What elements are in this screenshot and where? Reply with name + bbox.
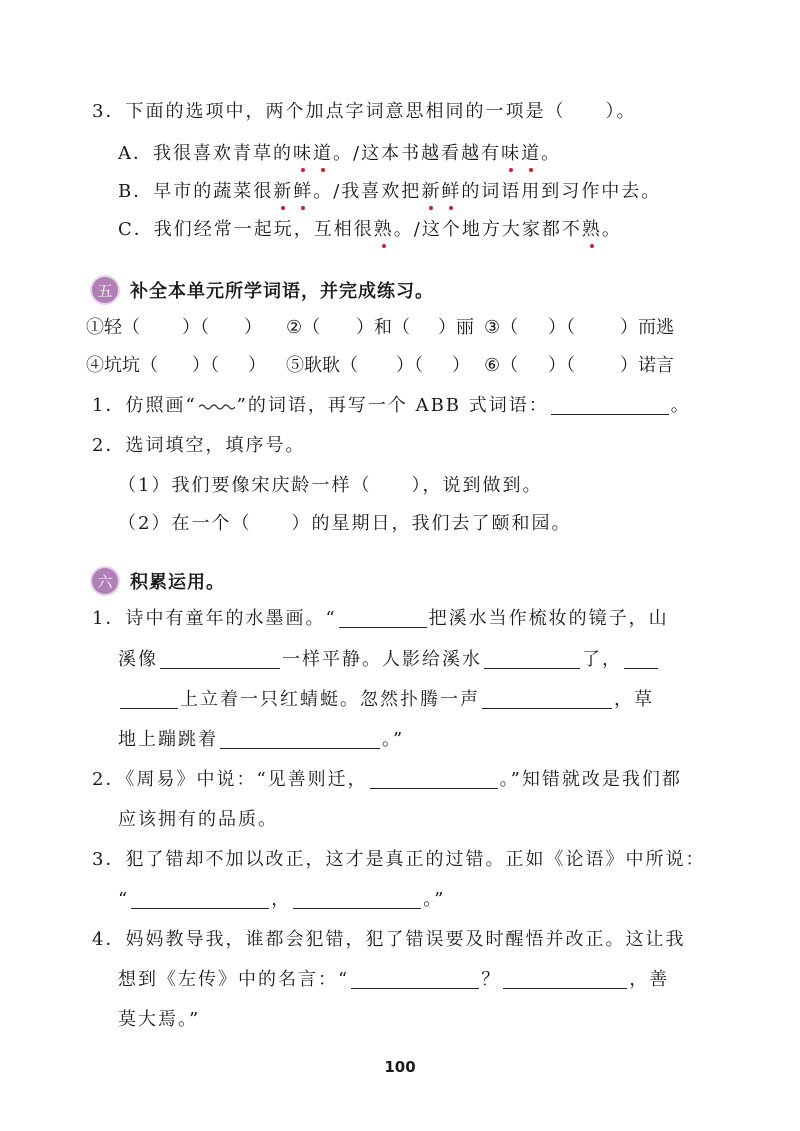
dotted-char: 味 bbox=[501, 143, 522, 164]
option-b-text: 的词语用到习作中去。 bbox=[461, 181, 662, 202]
section-title: 补全本单元所学词语，并完成练习。 bbox=[130, 281, 434, 302]
option-c-text: C．我们经常一起玩，互相很 bbox=[118, 219, 374, 240]
option-c-text: 。 bbox=[601, 219, 622, 240]
answer-blank[interactable] bbox=[351, 968, 479, 989]
s6-q4-text: 想到《左传》中的名言：“ bbox=[118, 969, 350, 990]
s6-q4-line1: 4．妈妈教导我，谁都会犯错，犯了错误要及时醒悟并改正。这让我 bbox=[92, 929, 686, 950]
s6-q1-text: 溪像 bbox=[118, 649, 158, 670]
dotted-char: 鲜 bbox=[441, 181, 462, 202]
q3-option-a bbox=[118, 142, 561, 166]
option-b-text: 。/我喜欢把 bbox=[313, 181, 422, 202]
dotted-char: 鲜 bbox=[293, 181, 314, 202]
s6-q4-text: ？ bbox=[481, 969, 502, 990]
word-fill-text: ③（ bbox=[484, 317, 519, 338]
s6-q1-text: 。” bbox=[382, 729, 405, 750]
answer-blank[interactable] bbox=[370, 768, 498, 789]
word-fill-text: ）和（ bbox=[356, 317, 410, 338]
dotted-char: 新 bbox=[273, 181, 294, 202]
section-5-header bbox=[92, 277, 434, 303]
s6-q4-line3: 莫大焉。” bbox=[118, 1009, 201, 1030]
s6-q1-text: 上立着一只红蜻蜓。忽然扑腾一声 bbox=[180, 689, 480, 710]
s6-q3-line1: 3．犯了错却不加以改正，这才是真正的过错。正如《论语》中所说： bbox=[92, 849, 706, 870]
s6-q1-line4 bbox=[118, 728, 404, 752]
s5-q2-1: （1）我们要像宋庆龄一样（ ），说到做到。 bbox=[118, 475, 543, 496]
section-badge: 五 bbox=[92, 277, 118, 303]
answer-blank[interactable] bbox=[484, 648, 580, 669]
answer-blank[interactable] bbox=[293, 888, 421, 909]
option-b-text: B．早市的蔬菜很 bbox=[118, 181, 274, 202]
s6-q1-text: 把溪水当作梳妆的镜子，山 bbox=[428, 608, 669, 629]
option-c-text: 。/这个地方大家都不 bbox=[393, 219, 582, 240]
s6-q1-text: 一样平静。人影给溪水 bbox=[282, 649, 482, 670]
word-fill-text: ②（ bbox=[286, 317, 321, 338]
word-fill-text: ④坑坑（ bbox=[86, 355, 158, 376]
answer-blank[interactable] bbox=[131, 888, 269, 909]
s6-q1-text: ，草 bbox=[614, 689, 654, 710]
wavy-underline-icon bbox=[199, 401, 235, 411]
answer-blank[interactable] bbox=[120, 688, 178, 709]
answer-blank[interactable] bbox=[624, 648, 658, 669]
s6-q2-text: 。”知错就改是我们都 bbox=[499, 769, 682, 790]
q3-stem: 3．下面的选项中，两个加点字词意思相同的一项是（ ）。 bbox=[92, 101, 637, 122]
word-fill-text: ） bbox=[452, 355, 470, 376]
s5-q1-text: 1．仿照画“ bbox=[92, 395, 197, 416]
word-fill-text: ）（ bbox=[548, 355, 575, 376]
page-number: 100 bbox=[384, 1058, 416, 1076]
word-fill-text: ⑥（ bbox=[484, 355, 519, 376]
word-fill-text: ）诺言 bbox=[620, 355, 674, 376]
dotted-char: 熟 bbox=[373, 219, 394, 240]
s5-q1 bbox=[92, 394, 691, 418]
section-badge: 六 bbox=[92, 568, 118, 594]
s6-q4-text: ，善 bbox=[629, 969, 670, 990]
answer-blank[interactable] bbox=[503, 968, 627, 989]
section-title: 积累运用。 bbox=[130, 572, 225, 593]
word-fill-row-2 bbox=[86, 354, 706, 378]
word-fill-text: ）（ bbox=[396, 355, 423, 376]
s5-q1-text: 。 bbox=[670, 395, 691, 416]
s6-q3-text: “ bbox=[118, 889, 130, 910]
dotted-char: 熟 bbox=[581, 219, 602, 240]
word-fill-text: ①轻（ bbox=[86, 317, 140, 338]
dotted-char: 新 bbox=[421, 181, 442, 202]
s6-q3-line2 bbox=[118, 888, 445, 912]
s6-q4-line2 bbox=[118, 968, 669, 992]
word-fill-text: ） bbox=[244, 317, 262, 338]
s6-q2-text: 2．《周易》中说：“见善则迁， bbox=[92, 769, 368, 790]
word-fill-text: ） bbox=[248, 355, 266, 376]
word-fill-text: ）（ bbox=[192, 355, 219, 376]
s5-q2: 2．选词填空，填序号。 bbox=[92, 435, 306, 456]
answer-blank[interactable] bbox=[551, 394, 669, 415]
s5-q1-text: ”的词语，再写一个 ABB 式词语： bbox=[236, 395, 549, 416]
option-a-text: 。 bbox=[541, 143, 562, 164]
dotted-char: 味 bbox=[293, 143, 313, 164]
answer-blank[interactable] bbox=[220, 728, 380, 749]
s6-q1-text: 了， bbox=[582, 649, 622, 670]
word-fill-text: ）而逃 bbox=[620, 317, 674, 338]
s6-q1-line1 bbox=[92, 607, 669, 631]
option-a-text: 。/这本书越看越有 bbox=[333, 143, 502, 164]
s6-q1-text: 1．诗中有童年的水墨画。“ bbox=[92, 608, 337, 629]
word-fill-row-1 bbox=[86, 316, 706, 340]
word-fill-text: ）（ bbox=[548, 317, 575, 338]
answer-blank[interactable] bbox=[339, 607, 427, 628]
option-a-text: A．我很喜欢青草的 bbox=[118, 143, 293, 164]
s6-q2-line1 bbox=[92, 768, 682, 792]
answer-blank[interactable] bbox=[482, 688, 612, 709]
s6-q2-line2: 应该拥有的品质。 bbox=[118, 809, 278, 830]
s6-q1-line3 bbox=[118, 688, 654, 712]
s6-q3-text: 。” bbox=[423, 889, 446, 910]
answer-blank[interactable] bbox=[160, 648, 280, 669]
word-fill-text: ）（ bbox=[182, 317, 209, 338]
s5-q2-2: （2）在一个（ ）的星期日，我们去了颐和园。 bbox=[118, 513, 572, 534]
word-fill-text: ）丽 bbox=[438, 317, 474, 338]
section-6-header bbox=[92, 568, 225, 594]
q3-option-b bbox=[118, 180, 661, 204]
s6-q1-line2 bbox=[118, 648, 660, 672]
dotted-char: 道 bbox=[313, 143, 333, 164]
s6-q1-text: 地上蹦跳着 bbox=[118, 729, 218, 750]
s6-q3-text: ， bbox=[271, 889, 292, 910]
word-fill-text: ⑤耿耿（ bbox=[286, 355, 358, 376]
dotted-char: 道 bbox=[521, 143, 542, 164]
q3-option-c bbox=[118, 218, 622, 242]
